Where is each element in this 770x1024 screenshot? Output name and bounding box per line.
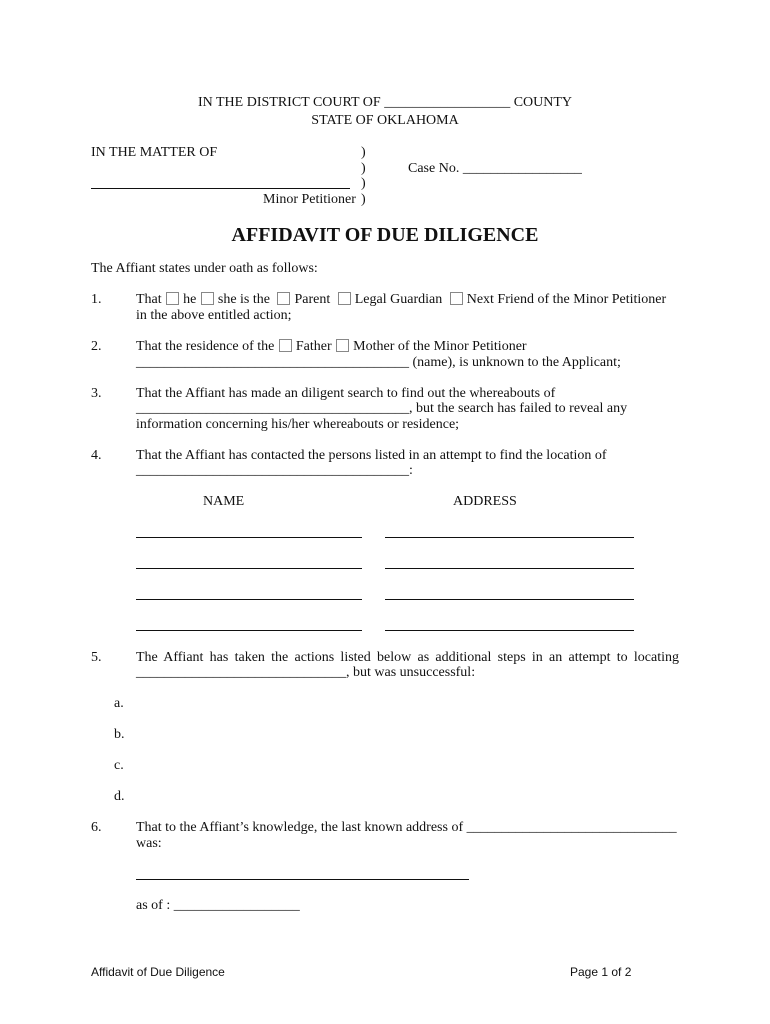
item-number: 2.: [91, 339, 102, 354]
item-number: 5.: [91, 650, 102, 665]
father-checkbox[interactable]: [279, 339, 292, 352]
intro-text: The Affiant states under oath as follows:: [91, 261, 318, 276]
minor-petitioner-label: Minor Petitioner: [263, 192, 356, 207]
caption-paren: ): [361, 192, 366, 207]
item-2-line-1: [136, 339, 527, 355]
item-4-line-1: That the Affiant has contacted the persons listed in an attempt to find the location of: [136, 448, 607, 463]
last-known-address-line: [136, 879, 469, 880]
she-label: she is the: [217, 292, 270, 307]
item-4-line-2: _______________________________________:: [136, 463, 413, 478]
item-number: 4.: [91, 448, 102, 463]
address-entry-line: [385, 599, 634, 600]
footer-document-name: Affidavit of Due Diligence: [91, 965, 225, 979]
item-number: 6.: [91, 820, 102, 835]
item-5-line-1: The Affiant has taken the actions listed below as additional steps in an attempt to locating: [136, 650, 679, 665]
item-3-line-2: _______________________________________, but the search has failed to reveal any: [136, 401, 628, 416]
sub-item-label: a.: [114, 696, 124, 711]
name-entry-line: [136, 599, 362, 600]
item-1-line-1: [136, 292, 666, 308]
document-title: AFFIDAVIT OF DUE DILIGENCE: [231, 224, 539, 246]
father-label: Father: [295, 339, 332, 354]
legal-guardian-checkbox[interactable]: [338, 292, 351, 305]
parent-checkbox[interactable]: [277, 292, 290, 305]
name-entry-line: [136, 630, 362, 631]
mother-label: Mother of the Minor Petitioner: [353, 339, 527, 354]
sub-item-label: d.: [114, 789, 125, 804]
he-label: he: [183, 292, 197, 307]
address-entry-line: [385, 568, 634, 569]
parent-label: Parent: [294, 292, 331, 307]
as-of-date: as of : __________________: [136, 898, 300, 913]
next-friend-label: Next Friend of the Minor Petitioner: [466, 292, 667, 307]
item-number: 3.: [91, 386, 102, 401]
case-number: Case No. _________________: [408, 161, 582, 176]
sub-item-label: c.: [114, 758, 124, 773]
page-number: Page 1 of 2: [570, 965, 632, 979]
she-checkbox[interactable]: [201, 292, 214, 305]
item-2-line-2: _______________________________________ (name), is unknown to the Applicant;: [136, 355, 621, 370]
name-entry-line: [136, 537, 362, 538]
item-number: 1.: [91, 292, 102, 307]
item-3-line-1: That the Affiant has made an diligent search to find out the whereabouts of: [136, 386, 556, 401]
court-line: IN THE DISTRICT COURT OF __________________ COUNTY: [197, 95, 573, 110]
state-line: STATE OF OKLAHOMA: [311, 113, 459, 128]
minor-petitioner-name-line: [91, 188, 350, 189]
he-checkbox[interactable]: [166, 292, 179, 305]
next-friend-checkbox[interactable]: [450, 292, 463, 305]
sub-item-label: b.: [114, 727, 125, 742]
caption-paren: ): [361, 161, 366, 176]
item-3-line-3: information concerning his/her whereabouts or residence;: [136, 417, 460, 432]
mother-checkbox[interactable]: [336, 339, 349, 352]
name-column-header: NAME: [203, 494, 245, 509]
item-6-line-1: That to the Affiant’s knowledge, the last known address of ______________________________: [136, 820, 677, 835]
legal-guardian-label: Legal Guardian: [354, 292, 443, 307]
caption-paren: ): [361, 176, 366, 191]
item-1-line-2: in the above entitled action;: [136, 308, 292, 323]
caption-paren: ): [361, 145, 366, 160]
that-text: That: [136, 292, 162, 307]
item-5-line-2: ______________________________, but was unsuccessful:: [136, 665, 476, 680]
address-column-header: ADDRESS: [453, 494, 517, 509]
name-entry-line: [136, 568, 362, 569]
item-6-line-2: was:: [136, 836, 162, 851]
residence-text: That the residence of the: [136, 339, 275, 354]
matter-label: IN THE MATTER OF: [91, 145, 218, 160]
address-entry-line: [385, 537, 634, 538]
address-entry-line: [385, 630, 634, 631]
